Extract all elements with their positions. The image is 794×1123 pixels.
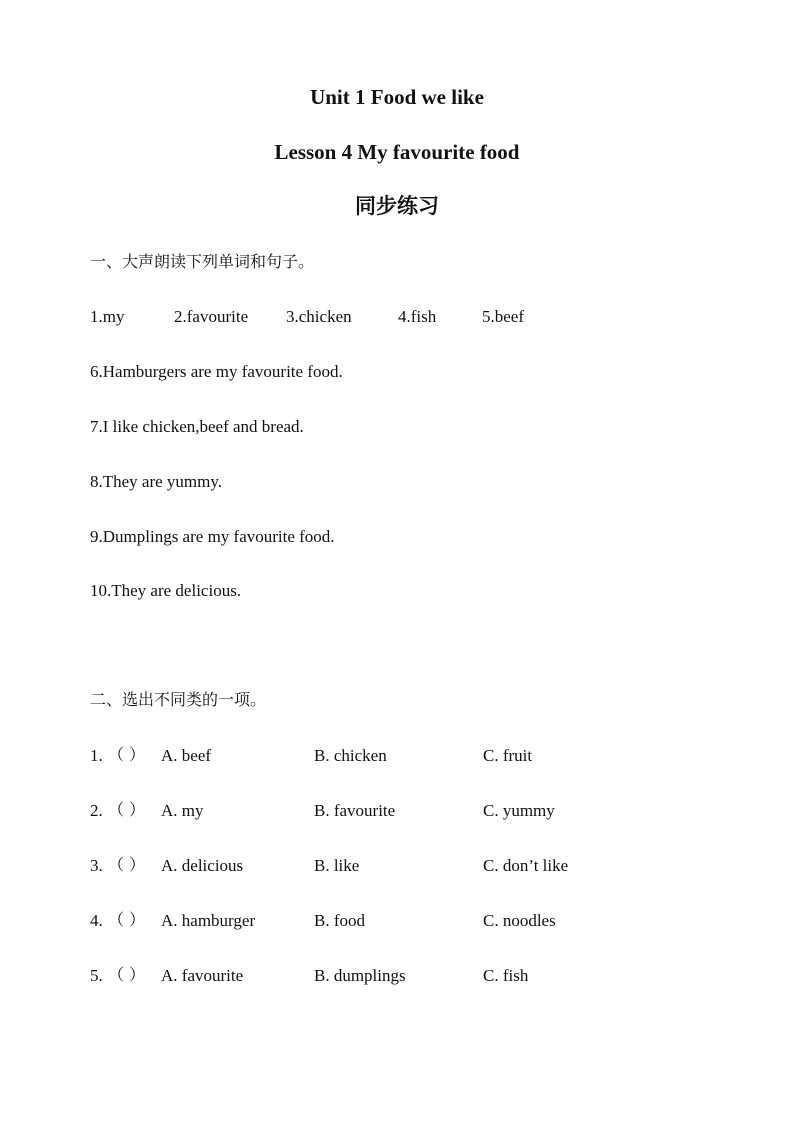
question-row	[0, 857, 794, 879]
question-number: 4.	[90, 911, 103, 930]
question-row	[0, 802, 794, 824]
option-b: B. like	[314, 856, 360, 875]
question-number: 5.	[90, 966, 103, 985]
question-number: 1.	[90, 746, 103, 765]
option-c: C. don’t like	[483, 856, 569, 875]
option-a: A. delicious	[161, 856, 244, 875]
option-c: C. fish	[483, 966, 529, 985]
option-a: A. beef	[161, 746, 212, 765]
question-row	[0, 912, 794, 934]
unit-title: Unit 1 Food we like	[310, 85, 484, 109]
word-item: 3.chicken	[286, 307, 352, 326]
sentence-item: 10.They are delicious.	[90, 581, 242, 600]
lesson-title: Lesson 4 My favourite food	[274, 140, 520, 164]
option-b: B. dumplings	[314, 966, 406, 985]
option-b: B. food	[314, 911, 365, 930]
word-item: 5.beef	[482, 307, 525, 326]
question-number: 3.	[90, 856, 103, 875]
page-subtitle: 同步练习	[355, 194, 439, 218]
option-b: B. chicken	[314, 746, 387, 765]
option-b: B. favourite	[314, 801, 396, 820]
option-a: A. hamburger	[161, 911, 256, 930]
word-item: 2.favourite	[174, 307, 249, 326]
option-a: A. favourite	[161, 966, 244, 985]
sentence-item: 6.Hamburgers are my favourite food.	[90, 362, 343, 381]
answer-blank[interactable]: （ ）	[108, 910, 146, 929]
word-item: 4.fish	[398, 307, 437, 326]
answer-blank[interactable]: （ ）	[108, 965, 146, 984]
question-row	[0, 747, 794, 769]
word-item: 1.my	[90, 307, 125, 326]
question-row	[0, 967, 794, 989]
sentence-item: 9.Dumplings are my favourite food.	[90, 527, 335, 546]
section1-heading: 一、大声朗读下列单词和句子。	[90, 252, 315, 271]
answer-blank[interactable]: （ ）	[108, 855, 146, 874]
option-c: C. fruit	[483, 746, 533, 765]
sentence-item: 7.I like chicken,beef and bread.	[90, 417, 304, 436]
question-number: 2.	[90, 801, 103, 820]
option-c: C. yummy	[483, 801, 555, 820]
section2-heading: 二、选出不同类的一项。	[90, 690, 267, 709]
option-c: C. noodles	[483, 911, 556, 930]
answer-blank[interactable]: （ ）	[108, 745, 146, 764]
option-a: A. my	[161, 801, 204, 820]
sentence-item: 8.They are yummy.	[90, 472, 223, 491]
answer-blank[interactable]: （ ）	[108, 800, 146, 819]
